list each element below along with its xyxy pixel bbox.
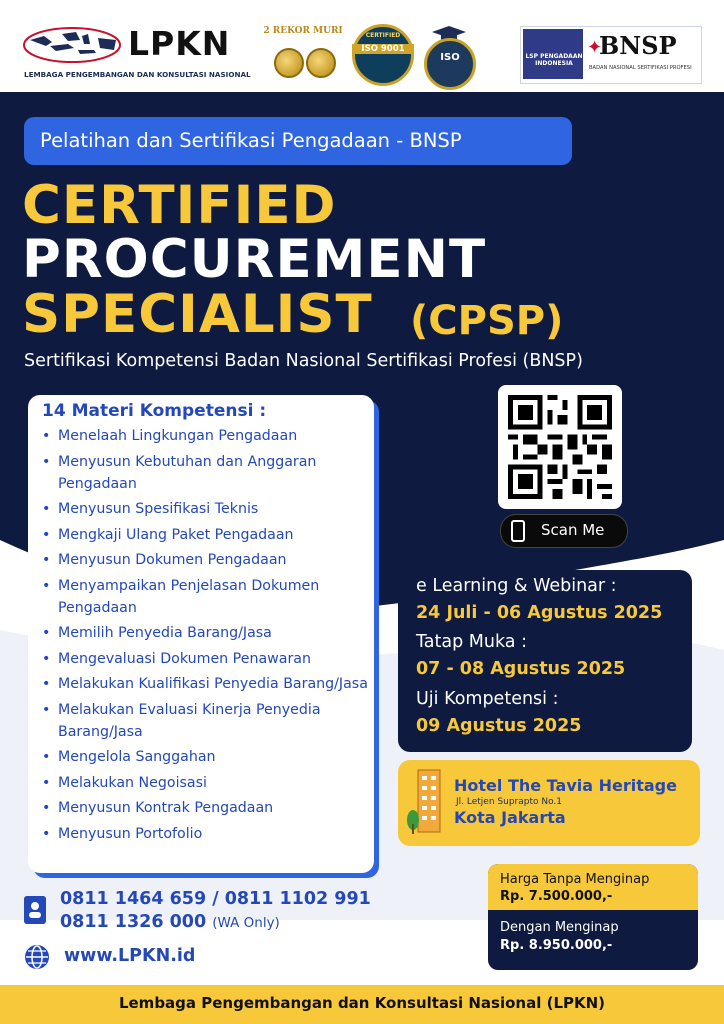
list-item: • Mengelola Sanggahan — [42, 746, 372, 768]
title-line-3: SPECIALIST — [22, 284, 373, 345]
lpkn-tagline: LEMBAGA PENGEMBANGAN DAN KONSULTASI NASIONAL — [24, 70, 251, 79]
list-item: • Menyusun Spesifikasi Teknis — [42, 498, 372, 520]
schedule-card — [398, 570, 692, 752]
footer-bar — [0, 985, 724, 1024]
header-bar — [0, 0, 724, 92]
program-pill-text: Pelatihan dan Sertifikasi Pengadaan - BNSP — [40, 129, 462, 152]
hotel-building-icon — [406, 764, 452, 836]
list-item: • Menyusun Kontrak Pengadaan — [42, 797, 372, 819]
price-stay-value: Rp. 8.950.000,- — [500, 938, 613, 953]
phone-number-wa[interactable] — [60, 912, 280, 932]
price-no-stay-value: Rp. 7.500.000,- — [500, 889, 613, 904]
list-item: • Mengkaji Ulang Paket Pengadaan — [42, 524, 372, 546]
competency-card — [28, 395, 374, 873]
qr-code[interactable] — [498, 385, 622, 509]
phone-numbers[interactable]: 0811 1464 659 / 0811 1102 991 — [60, 889, 371, 909]
list-item: • Mengevaluasi Dokumen Penawaran — [42, 648, 372, 670]
lsp-logo — [523, 29, 583, 79]
medal-icon — [306, 48, 336, 78]
list-item: • Melakukan Kualifikasi Penyedia Barang/Jasa — [42, 673, 372, 695]
muri-record-badge — [260, 26, 346, 82]
venue-city: Kota Jakarta — [454, 808, 566, 827]
uji-kompetensi-label: Uji Kompetensi : — [416, 689, 559, 709]
lpkn-wordmark: LPKN — [128, 24, 231, 63]
title-abbreviation: (CPSP) — [410, 298, 564, 344]
list-item: • Menyusun Kebutuhan dan Anggaran Pengadaan — [42, 451, 372, 495]
list-item: • Menyusun Dokumen Pengadaan — [42, 549, 372, 571]
muri-text: 2 REKOR MURI — [263, 26, 343, 36]
lsp-bnsp-logo — [520, 26, 702, 84]
price-no-stay-label: Harga Tanpa Menginap — [500, 872, 650, 887]
iso-label: ISO 9001 — [352, 44, 414, 54]
list-item: • Menyusun Portofolio — [42, 823, 372, 845]
scan-me-label: Scan Me — [541, 521, 605, 539]
elearning-date: 24 Juli - 06 Agustus 2025 — [416, 603, 663, 623]
medal-icon — [274, 48, 304, 78]
qr-code-icon — [508, 395, 612, 499]
list-item: • Melakukan Evaluasi Kinerja Penyedia Barang/Jasa — [42, 699, 372, 743]
list-item: • Menelaah Lingkungan Pengadaan — [42, 425, 372, 447]
venue-address: Jl. Letjen Suprapto No.1 — [456, 797, 563, 807]
tatap-muka-date: 07 - 08 Agustus 2025 — [416, 659, 626, 679]
list-item: • Menyampaikan Penjelasan Dokumen Pengadaan — [42, 575, 372, 619]
wa-only-note: (WA Only) — [212, 915, 280, 931]
lpkn-logo — [22, 22, 251, 82]
uji-kompetensi-date: 09 Agustus 2025 — [416, 716, 582, 736]
indonesia-map-icon — [22, 26, 122, 64]
globe-icon — [24, 944, 50, 970]
venue-card — [398, 760, 700, 846]
venue-name: Hotel The Tavia Heritage — [454, 776, 677, 795]
scan-me-button[interactable] — [500, 514, 628, 548]
lsp-text: LSP PENGADAAN INDONESIA — [525, 53, 583, 67]
website-link[interactable]: www.LPKN.id — [64, 946, 196, 966]
iso-seal-icon — [424, 38, 476, 90]
program-pill — [24, 117, 572, 165]
hero-subtitle: Sertifikasi Kompetensi Badan Nasional Sertifikasi Profesi (BNSP) — [24, 351, 583, 371]
iso-edu-text: ISO — [440, 52, 460, 63]
iso-certified-text: CERTIFIED — [365, 32, 401, 39]
bnsp-star-icon: ✦ — [587, 37, 603, 58]
elearning-label: e Learning & Webinar : — [416, 576, 617, 596]
title-line-1: CERTIFIED — [22, 175, 337, 236]
phone-icon — [511, 520, 525, 542]
price-card — [488, 864, 698, 970]
list-item: • Melakukan Negoisasi — [42, 772, 372, 794]
competency-title: 14 Materi Kompetensi : — [42, 401, 267, 421]
list-item: • Memilih Penyedia Barang/Jasa — [42, 622, 372, 644]
price-stay-label: Dengan Menginap — [500, 920, 619, 935]
phone-number-wa-value: 0811 1326 000 — [60, 912, 207, 932]
tatap-muka-label: Tatap Muka : — [416, 632, 527, 652]
footer-text: Lembaga Pengembangan dan Konsultasi Nasional (LPKN) — [118, 994, 606, 1012]
title-line-2: PROCUREMENT — [22, 229, 487, 290]
iso-education-badge — [424, 24, 476, 84]
bnsp-subtitle: BADAN NASIONAL SERTIFIKASI PROFESI — [589, 65, 692, 71]
contact-book-icon — [24, 896, 46, 924]
iso-9001-badge — [352, 24, 412, 84]
competency-list — [42, 425, 372, 848]
bnsp-wordmark: BNSP — [599, 31, 677, 60]
